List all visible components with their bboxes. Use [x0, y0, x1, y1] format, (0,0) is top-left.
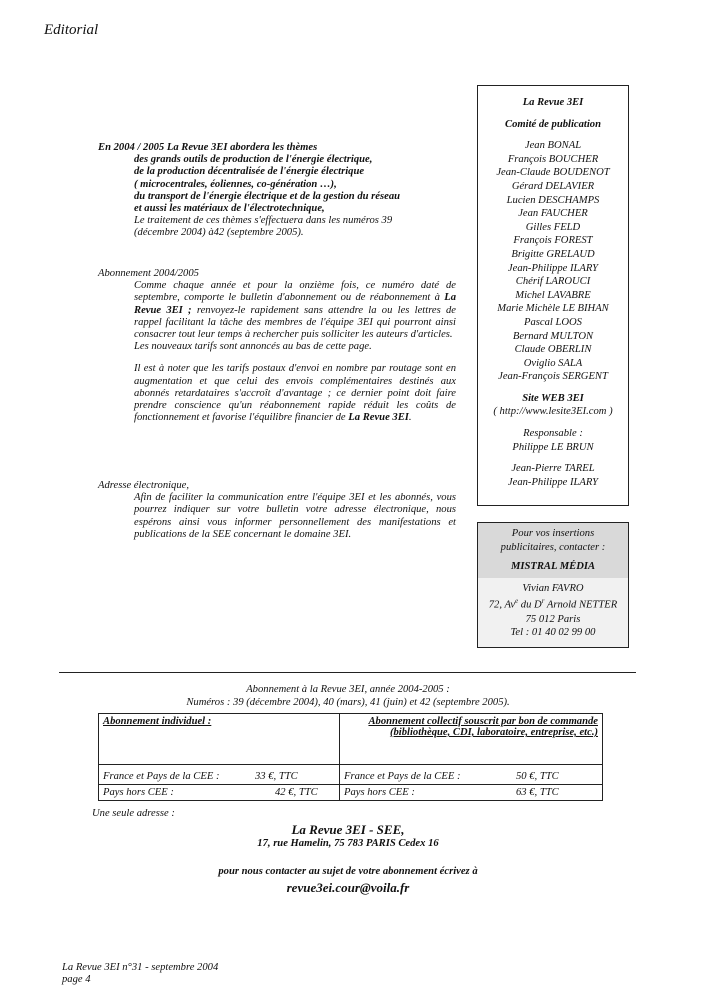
intro-line: du transport de l'énergie électrique et de la gestion du réseau: [134, 190, 401, 202]
adresse-section: [98, 480, 456, 541]
individual-title: Abonnement individuel :: [103, 716, 212, 727]
address-street: 17, rue Hamelin, 75 783 PARIS Cedex 16: [257, 838, 439, 849]
committee-member: Oviglio SALA: [523, 357, 583, 369]
collective-title: Abonnement collectif souscrit par bon de commande: [368, 716, 598, 727]
ads-box: [477, 522, 629, 648]
committee-member: Gilles FELD: [525, 221, 581, 233]
journal-name: La Revue 3EI: [348, 412, 409, 424]
committee-member: Pascal LOOS: [524, 316, 582, 328]
intro-line: ( microcentrales, éoliennes, co-génération …),: [134, 178, 337, 190]
ads-city: 75 012 Paris: [525, 613, 581, 625]
price-label: France et Pays de la CEE :: [103, 771, 220, 782]
subscription-heading: [60, 683, 636, 709]
price-row: [103, 771, 335, 782]
journal-name: La Revue 3EI ;: [134, 292, 456, 316]
street-part: du D: [518, 599, 542, 611]
web-title: Site WEB 3EI: [522, 392, 584, 404]
committee-member: Claude OBERLIN: [514, 344, 592, 356]
responsable-name: Philippe LE BRUN: [512, 441, 594, 453]
committee-member: Jean BONAL: [524, 140, 582, 152]
price-label: Pays hors CEE :: [344, 787, 415, 798]
box-title: La Revue 3EI: [522, 97, 584, 108]
price-row: [103, 787, 335, 798]
committee-member: Chérif LAROUCI: [515, 276, 591, 288]
price-value: 63 €, TTC: [516, 787, 559, 798]
adresse-paragraph: Afin de faciliter la communication entre l'équipe 3EI et les abonnés, vous pourrez indiquer sur votre bulletin votre adresse électronique, nous espérons ainsi vous informer personnellement des manifestations et publications de la SEE concernant le domaine 3EI.: [134, 492, 456, 540]
intro-block: [98, 142, 456, 240]
committee-member: François BOUCHER: [507, 153, 599, 165]
collective-subtitle: (bibliothèque, CDI, laboratoire, entreprise, etc.): [389, 727, 598, 738]
intro-line: de la production décentralisée de l'énergie électrique: [134, 166, 365, 178]
individual-price-cell: [99, 785, 340, 801]
abonnement-tarifs-note: Les nouveaux tarifs sont annoncés au bas de cette page.: [134, 341, 372, 353]
footer-issue: La Revue 3EI n°31 - septembre 2004: [62, 962, 219, 973]
address-name: La Revue 3EI - SEE,: [291, 822, 405, 837]
price-row: [344, 771, 598, 782]
adresse-title: Adresse électronique,: [98, 480, 189, 491]
intro-note: (décembre 2004) à42 (septembre 2005).: [134, 227, 304, 239]
street-sup: r: [541, 597, 545, 606]
divider: [59, 672, 636, 673]
intro-line: En 2004 / 2005 La Revue 3EI abordera les thèmes: [98, 142, 318, 153]
committee-title: Comité de publication: [505, 118, 601, 130]
address-intro: Une seule adresse :: [92, 808, 175, 819]
contact-line: pour nous contacter au sujet de votre abonnement écrivez à: [218, 866, 478, 877]
intro-line: et aussi les matériaux de l'électrotechnique,: [134, 203, 325, 215]
individual-price-cell: [99, 765, 340, 785]
price-value: 50 €, TTC: [516, 771, 559, 782]
price-value: 42 €, TTC: [275, 787, 318, 798]
committee-member: Gérard DELAVIER: [511, 180, 595, 192]
committee-member: François FOREST: [513, 235, 593, 247]
street-sup: e: [515, 597, 519, 606]
price-label: France et Pays de la CEE :: [344, 771, 461, 782]
footer-page: page 4: [62, 974, 91, 986]
committee-member: Jean-Philippe ILARY: [507, 262, 599, 274]
collective-header-cell: [340, 714, 603, 765]
section-header: Editorial: [44, 22, 99, 38]
abonnement-paragraph-1: [98, 280, 456, 341]
collective-price-cell: [340, 765, 603, 785]
subscription-table: [98, 713, 603, 801]
street-part: 72, Av: [488, 599, 516, 611]
web-url: ( http://www.lesite3EI.com ): [493, 406, 613, 418]
subscription-line: Numéros : 39 (décembre 2004), 40 (mars), 41 (juin) et 42 (septembre 2005).: [186, 697, 510, 708]
individual-header-cell: [99, 714, 340, 765]
page-footer: [62, 962, 218, 987]
committee-member: Michel LAVABRE: [515, 289, 591, 301]
committee-member: Brigitte GRELAUD: [511, 248, 595, 260]
committee-member: Jean FAUCHER: [518, 208, 588, 220]
abonnement-text: renvoyez-le rapidement sans attendre la ou les lettres de rappel facilitant la tâche des membres de l'équipe 3EI qui pourront ainsi consacrer tout leur temps à rechercher puis solliciter les auteurs d'articles.: [134, 304, 457, 341]
committee-member: Jean-François SERGENT: [498, 371, 608, 383]
abonnement-text: Il est à noter que les tarifs postaux d'envoi en nombre par routage sont en augmentation et que celui des envois complémentaires destinés aux abonnés retardataires s'accroît d'avantage ; ce dernier point doit faire prendre conscience qu'un réabonnement rapide réduit les coûts de fonctionnement et favorise l'équilibre financier de: [134, 363, 456, 424]
period: .: [408, 412, 412, 424]
ads-tel: Tel : 01 40 02 99 00: [510, 627, 596, 639]
abonnement-title: Abonnement 2004/2005: [98, 268, 199, 279]
committee-member: Bernard MULTON: [512, 330, 594, 342]
ads-street: [478, 595, 628, 612]
web-team-member: Jean-Philippe ILARY: [507, 476, 599, 488]
street-part: Arnold NETTER: [544, 599, 618, 611]
ads-company: MISTRAL MÉDIA: [510, 561, 596, 573]
committee-member: Lucien DESCHAMPS: [506, 194, 600, 206]
contact-email[interactable]: revue3ei.cour@voila.fr: [286, 880, 410, 895]
responsable-label: Responsable :: [523, 428, 583, 440]
committee-member: Marie Michèle LE BIHAN: [497, 303, 609, 315]
committee-member: Jean-Claude BOUDENOT: [496, 167, 610, 179]
collective-price-cell: [340, 785, 603, 801]
ads-contact-name: Vivian FAVRO: [522, 582, 584, 594]
price-row: [344, 787, 598, 798]
abonnement-paragraph-2: [98, 363, 456, 424]
abonnement-text: Comme chaque année et pour la onzième fois, ce numéro daté de septembre, comporte le bulletin d'abonnement ou de réabonnement à: [134, 280, 456, 304]
ads-intro: publicitaires, contacter :: [500, 541, 606, 553]
ads-band: [478, 523, 628, 578]
abonnement-section: [98, 268, 456, 424]
price-label: Pays hors CEE :: [103, 787, 174, 798]
price-value: 33 €, TTC: [255, 771, 298, 782]
committee-members: [478, 139, 628, 384]
intro-note: Le traitement de ces thèmes s'effectuera dans les numéros 39: [134, 215, 393, 227]
ads-intro: Pour vos insertions: [511, 528, 595, 539]
web-team-member: Jean-Pierre TAREL: [511, 463, 595, 475]
subscription-line: Abonnement à la Revue 3EI, année 2004-2005 :: [246, 684, 450, 695]
intro-line: des grands outils de production de l'énergie électrique,: [134, 154, 373, 166]
committee-box: [477, 85, 629, 506]
